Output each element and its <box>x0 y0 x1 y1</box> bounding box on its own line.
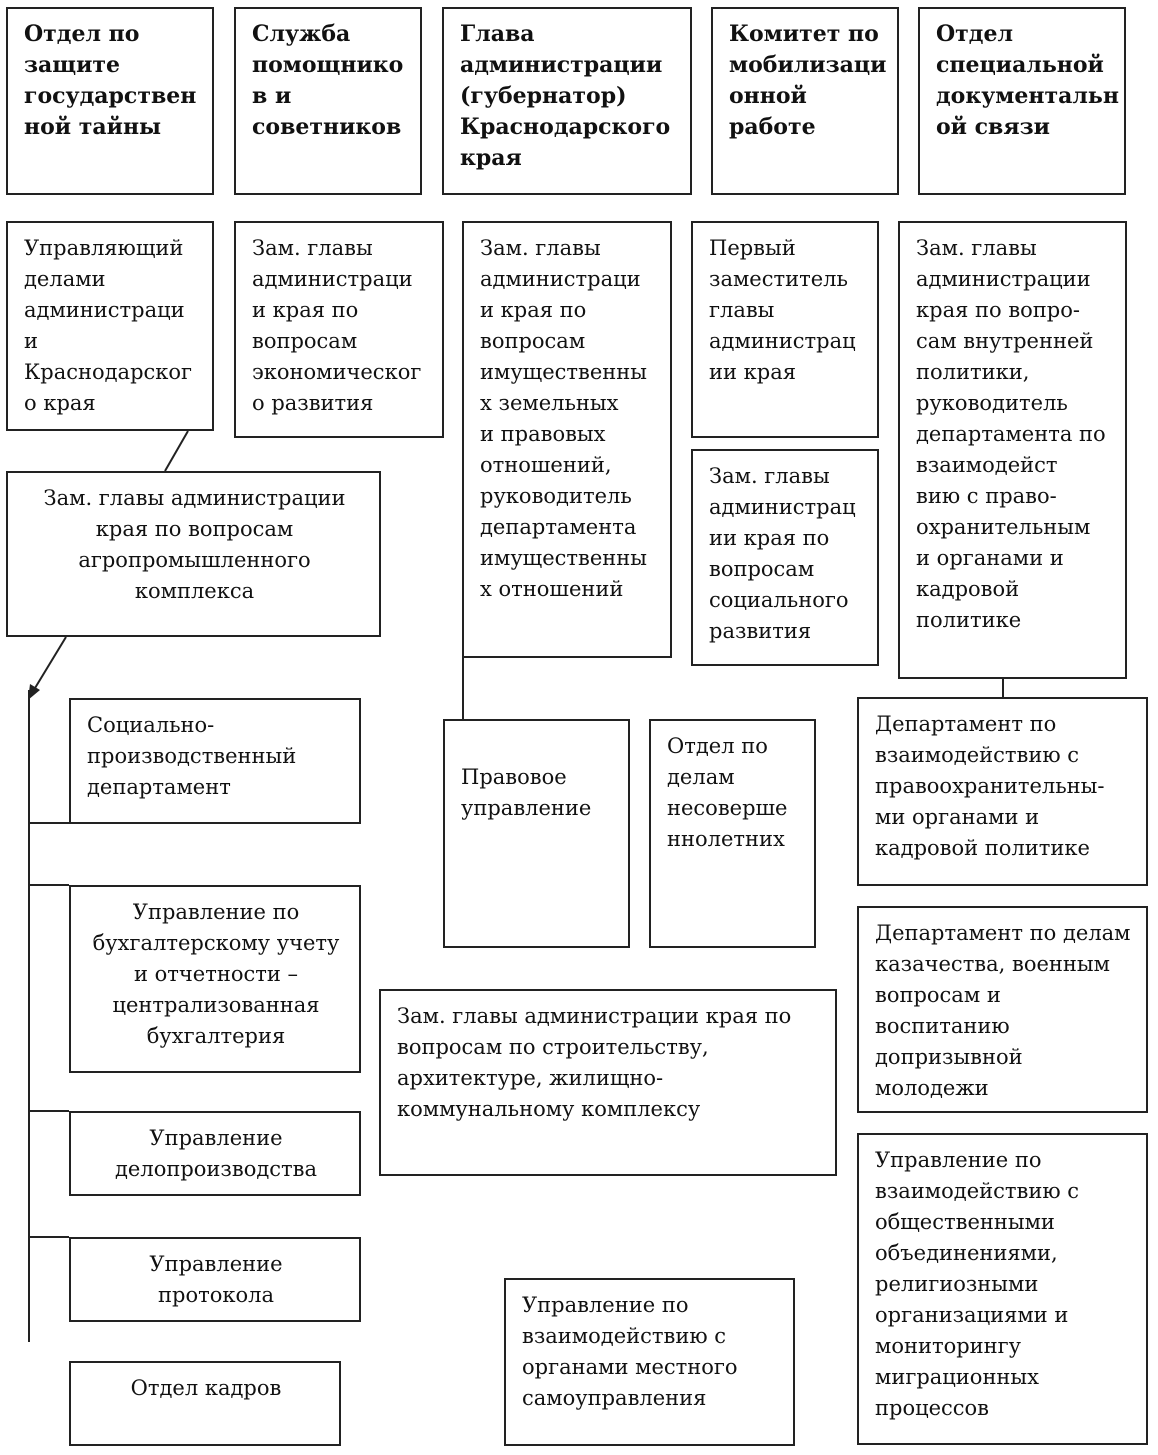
box-deputy-agro: Зам. главы администрации края по вопросам агропромышленного комплекса <box>6 471 381 637</box>
box-legal-dept: Правовое управление <box>443 719 630 948</box>
box-accounting-dept: Управление по бухгалтерскому учету и отчетности – централизованная бухгалтерия <box>69 885 361 1073</box>
box-governor: Глава администрации (губернатор) Краснодарского края <box>442 7 692 195</box>
box-public-associations-dept: Управление по взаимодействию с общественными объединениями, религиозными организациями и мониторингу миграционных процессов <box>857 1133 1148 1445</box>
box-affairs-manager: Управляющий делами администраци и Краснодарског о края <box>6 221 214 431</box>
box-records-dept: Управление делопроизводства <box>69 1111 361 1196</box>
box-protocol-dept: Управление протокола <box>69 1237 361 1322</box>
box-deputy-social: Зам. главы администрац ии края по вопросам социального развития <box>691 449 879 666</box>
connector-agro-arrow <box>32 637 66 693</box>
box-minors-dept: Отдел по делам несоверше ннолетних <box>649 719 816 948</box>
box-first-deputy: Первый заместитель главы администрац ии края <box>691 221 879 438</box>
box-mobilization-committee: Комитет по мобилизаци онной работе <box>711 7 899 195</box>
connector-affairs-to-agro <box>165 431 188 471</box>
box-law-enforcement-dept: Департамент по взаимодействию с правоохранительны- ми органами и кадровой политике <box>857 697 1148 886</box>
box-hr-dept: Отдел кадров <box>69 1361 341 1446</box>
box-deputy-internal-policy: Зам. главы администрации края по вопро- сам внутренней политики, руководитель департамента по взаимодейст вию с право- охранительным и органами и кадровой политике <box>898 221 1127 679</box>
box-special-docs-dept: Отдел специальной документальн ой связи <box>918 7 1126 195</box>
box-cossacks-dept: Департамент по делам казачества, военным вопросам и воспитанию допризывной молодежи <box>857 906 1148 1113</box>
box-deputy-economic: Зам. главы администраци и края по вопросам экономическог о развития <box>234 221 444 438</box>
box-deputy-property: Зам. главы администраци и края по вопросам имущественны х земельных и правовых отношений, руководитель департамента имущественны х отношений <box>462 221 672 658</box>
box-deputy-construction: Зам. главы администрации края по вопросам по строительству, архитектуре, жилищно- коммунальному комплексу <box>379 989 837 1176</box>
box-local-gov-dept: Управление по взаимодействию с органами местного самоуправления <box>504 1278 795 1446</box>
box-social-production-dept: Социально- производственный департамент <box>69 698 361 824</box>
box-state-secret-dept: Отдел по защите государствен ной тайны <box>6 7 214 195</box>
box-assistants-service: Служба помощнико в и советников <box>234 7 422 195</box>
